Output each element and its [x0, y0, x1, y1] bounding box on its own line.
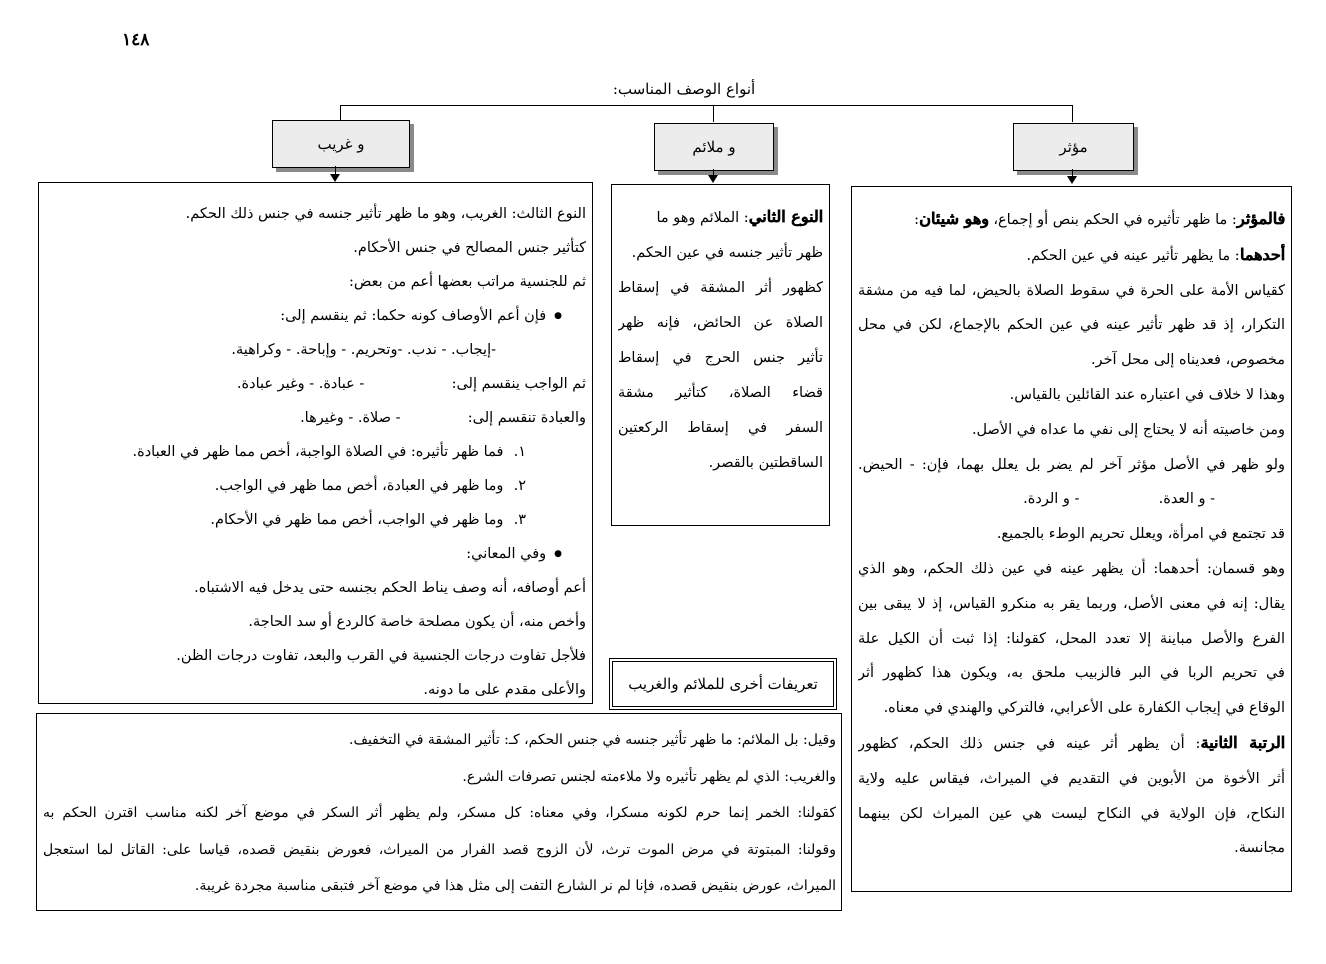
category-muathir-label: مؤثر — [1059, 138, 1088, 156]
text-line: والغريب: الذي لم يظهر تأثيره ولا ملاءمته لجنس تصرفات الشرع. — [462, 768, 836, 785]
mulaim-panel — [611, 184, 830, 526]
text-line: وفي المعاني: — [466, 546, 547, 562]
connector-horizontal — [340, 105, 1072, 106]
text-line: النكاح، فإن الولاية في النكاح ليست هي عين الميراث لكن بينهما — [858, 805, 1285, 822]
item-number: ٣. — [513, 512, 526, 528]
text-line: وقولنا: المبتوتة في مرض الموت ترث، لأن الزوج قصد الفرار من الميراث، فعورض بنقيض قصده، قياسا على: القاتل لما استعجل — [43, 841, 836, 858]
text-line-part: والعبادة تنقسم إلى: — [467, 410, 586, 426]
bullet-item — [47, 299, 586, 333]
text-line — [47, 401, 586, 435]
connector-center-drop — [713, 105, 714, 122]
text-line: وما ظهر في العبادة، أخص مما ظهر في الواجب. — [214, 478, 504, 494]
gharib-panel — [38, 182, 593, 704]
text-line: كقولنا: الخمر إنما حرم لكونه مسكرا، وفي معناه: كل مسكر، ولم يظهر أثر السكر في موضع آخر لكنه مناسب اقترن الحكم به — [43, 805, 836, 821]
text-line: النوع الثالث: الغريب، وهو ما ظهر تأثير جنسه في جنس ذلك الحكم. — [185, 206, 586, 222]
text-line-part: - عبادة. - وغير عبادة. — [236, 376, 365, 392]
text-line: ومن خاصيته أنه لا يحتاج إلى نفي ما عداه في الأصل. — [971, 421, 1285, 438]
text-line: الصلاة عن الحائض، فإنه ظهر — [618, 315, 823, 331]
numbered-item — [47, 435, 586, 469]
text-line: كتأثير جنس المصالح في جنس الأحكام. — [353, 240, 586, 256]
text-line: وقيل: بل الملائم: ما ظهر تأثير جنسه في جنس الحكم، كـ: تأثير المشقة في التخفيف. — [349, 732, 836, 748]
text-line: الميراث، عورض بنقيض قصده، فإنا لم نر الشارع التفت إلى مثل هذا في موضع آخر فتبقى مناسبة مجردة غريبة. — [194, 878, 836, 894]
text-line: : — [914, 212, 920, 228]
diagram-title: أنواع الوصف المناسب: — [612, 80, 756, 98]
page-number: ١٤٨ — [122, 30, 150, 50]
other-definitions-box — [612, 661, 834, 707]
text-line: الوقاع في إيجاب الكفارة على الأعرابي، فالتركي والهندي في معناه. — [883, 700, 1285, 717]
text-line: ثم للجنسية مراتب بعضها أعم من بعض: — [349, 274, 586, 290]
text-line: كظهور أثر المشقة في إسقاط — [618, 280, 823, 296]
text-line — [47, 367, 586, 401]
text-line: وهو قسمان: أحدهما: أن يظهر عينه في عين ذلك الحكم، وهو الذي — [858, 560, 1285, 577]
second-type-heading: النوع الثاني — [748, 207, 823, 226]
text-line: قضاء الصلاة، كتأثير مشقة — [618, 385, 823, 401]
first-type-heading: أحدهما — [1239, 244, 1285, 264]
text-line: فإن أعم الأوصاف كونه حكما: ثم ينقسم إلى: — [280, 308, 547, 324]
second-rank-heading: الرتبة الثانية — [1200, 732, 1285, 752]
text-line: السفر في إسقاط الركعتين — [618, 420, 823, 436]
text-line: مخصوص، فعديناه إلى محل آخر. — [1090, 352, 1285, 369]
text-line: تأثير جنس الحرج في إسقاط — [618, 350, 823, 366]
text-line: وهذا لا خلاف في اعتباره عند القائلين بالقياس. — [1009, 386, 1285, 403]
text-line: التكرار، إذ قد ظهر تأثير عينه في عين الحكم بالإجماع، لكن في محل — [858, 317, 1285, 334]
text-line: كقياس الأمة على الحرة في سقوط الصلاة بالحيض، لما فيه من مشقة — [858, 282, 1285, 299]
category-gharib-box — [272, 120, 410, 168]
muathir-heading: فالمؤثر — [1236, 209, 1285, 228]
text-line: أثر الأخوة من الأبوين في التقديم في الميراث، فيقاس عليه ولاية — [858, 770, 1285, 787]
text-line: : ما يظهر تأثير عينه في عين الحكم. — [1026, 247, 1240, 264]
muathir-panel — [851, 186, 1292, 892]
text-line: فلأجل تفاوت درجات الجنسية في القرب والبعد، تفاوت درجات الظن. — [176, 648, 586, 664]
text-line-part: ثم الواجب ينقسم إلى: — [451, 376, 586, 392]
category-mulaim-box — [654, 123, 774, 171]
connector-right-drop — [1072, 105, 1073, 122]
two-types-heading: وهو شيئان — [919, 209, 989, 228]
text-line: : ما ظهر تأثيره في الحكم بنص أو إجماع، — [988, 212, 1237, 228]
text-line: وأخص منه، أن يكون مصلحة خاصة كالردع أو سد الحاجة. — [248, 614, 586, 630]
numbered-item — [47, 503, 586, 537]
arrow-down-icon — [708, 175, 718, 183]
text-line-part: - صلاة. - وغيرها. — [300, 410, 401, 426]
item-number: ١. — [513, 444, 526, 460]
text-line: يقال: إنه في معنى الأصل، وربما يقر به منكرو القياس، إذ لا يبقى بين — [858, 595, 1285, 612]
text-line: الساقطتين بالقصر. — [708, 455, 823, 471]
connector-left-drop — [340, 105, 341, 120]
category-gharib-label: و غريب — [317, 135, 365, 153]
text-line: أعم أوصافه، أنه وصف يناط الحكم بجنسه حتى يدخل فيه الاشتباه. — [194, 580, 586, 596]
text-line: ولو ظهر في الأصل مؤثر آخر لم يضر بل يعلل بهما، فإن: - الحيض. — [858, 456, 1285, 473]
list-item-text: - و الردة. — [1023, 491, 1080, 508]
text-line: فما ظهر تأثيره: في الصلاة الواجبة، أخص مما ظهر في العبادة. — [132, 444, 504, 460]
category-mulaim-label: و ملائم — [692, 138, 736, 156]
arrow-down-icon — [330, 174, 340, 182]
text-line: والأعلى مقدم على ما دونه. — [423, 682, 586, 698]
text-line: قد تجتمع في امرأة، ويعلل تحريم الوطء بالجميع. — [996, 526, 1285, 543]
list-item — [858, 482, 1285, 517]
other-definitions-panel — [36, 713, 842, 911]
item-number: ٢. — [513, 478, 526, 494]
arrow-down-icon — [1067, 176, 1077, 184]
bullet-item — [47, 537, 586, 571]
text-line: -إيجاب. - ندب. -وتحريم. - وإباحة. - وكراهية. — [231, 342, 496, 358]
numbered-item — [47, 469, 586, 503]
other-definitions-label: تعريفات أخرى للملائم والغريب — [628, 675, 818, 693]
list-item-text: - و العدة. — [1158, 491, 1215, 508]
text-line: : الملائم وهو ما — [656, 210, 749, 226]
text-line: مجانسة. — [1234, 840, 1285, 857]
category-muathir-box — [1013, 123, 1134, 171]
text-line: وما ظهر في الواجب، أخص مما ظهر في الأحكام. — [210, 512, 504, 528]
text-line: : أن يظهر أثر عينه في جنس ذلك الحكم، كظهور — [858, 735, 1201, 752]
text-line: في تحريم الربا في البر فالزبيب ملحق به، ويكون هذا كظهور أثر — [858, 665, 1285, 682]
text-line: ظهر تأثير جنسه في عين الحكم. — [631, 245, 823, 261]
text-line: الفرع والأصل مباينة إلا تعدد المحل، كقولنا: إذا ثبت أن الكيل علة — [858, 630, 1285, 647]
